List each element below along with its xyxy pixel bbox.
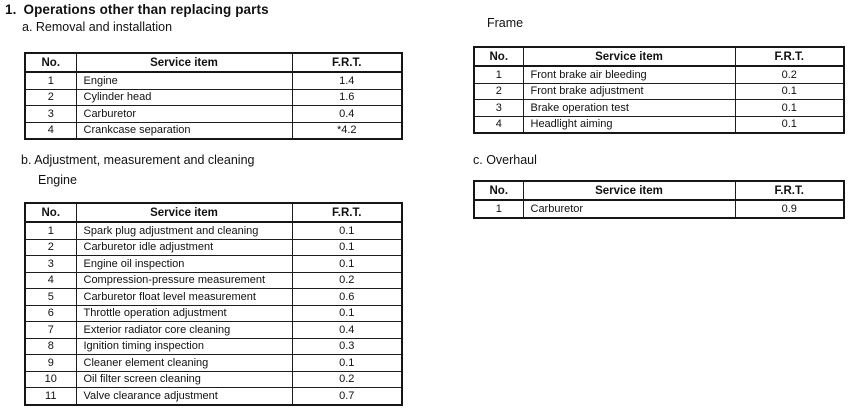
frt-cell: 0.2 [735,66,844,83]
no-cell: 1 [474,66,523,83]
subsection-c-label: c. Overhaul [473,153,537,167]
table-row [25,239,402,256]
table-row [25,89,402,106]
page-title-number: 1. [5,2,17,17]
table-row [25,222,402,239]
table-row [25,289,402,306]
col-header-frt: F.R.T. [735,47,844,66]
table-row [474,100,844,117]
col-header-no: No. [474,47,523,66]
table-row [25,305,402,322]
item-cell: Oil filter screen cleaning [76,371,292,388]
engine-sublabel: Engine [38,173,77,187]
col-header-service-item: Service item [523,181,735,200]
no-cell: 5 [25,289,76,306]
col-header-service-item: Service item [76,53,292,72]
item-cell: Cylinder head [76,89,292,106]
table-row [25,122,402,139]
item-cell: Ignition timing inspection [76,338,292,355]
frt-cell: 1.4 [292,72,402,89]
table-row [25,72,402,89]
table-row [25,322,402,339]
frt-cell: *4.2 [292,122,402,139]
item-cell: Exterior radiator core cleaning [76,322,292,339]
frt-cell: 0.3 [292,338,402,355]
table-row [25,338,402,355]
table-row [474,200,844,218]
overhaul-table [473,180,845,219]
item-cell: Cleaner element cleaning [76,355,292,372]
no-cell: 2 [25,89,76,106]
table-row [25,355,402,372]
no-cell: 1 [474,200,523,218]
frame-table [473,46,845,134]
frt-cell: 0.6 [292,289,402,306]
no-cell: 3 [25,106,76,123]
col-header-frt: F.R.T. [735,181,844,200]
item-cell: Spark plug adjustment and cleaning [76,222,292,239]
subsection-b-label: b. Adjustment, measurement and cleaning [21,153,255,167]
table-header-row [474,47,844,66]
page-title-text: Operations other than replacing parts [23,2,269,17]
item-cell: Carburetor [523,200,735,218]
item-cell: Crankcase separation [76,122,292,139]
item-cell: Front brake air bleeding [523,66,735,83]
no-cell: 4 [25,272,76,289]
col-header-service-item: Service item [523,47,735,66]
no-cell: 2 [474,83,523,100]
no-cell: 10 [25,371,76,388]
frt-cell: 0.7 [292,388,402,405]
frt-cell: 0.1 [735,100,844,117]
frt-cell: 0.1 [735,83,844,100]
item-cell: Brake operation test [523,100,735,117]
item-cell: Headlight aiming [523,116,735,133]
table-row [25,256,402,273]
frt-cell: 0.1 [292,256,402,273]
frt-cell: 1.6 [292,89,402,106]
table-row [25,272,402,289]
frame-label: Frame [487,16,524,30]
no-cell: 6 [25,305,76,322]
table-row [25,388,402,405]
frt-cell: 0.1 [292,355,402,372]
no-cell: 3 [25,256,76,273]
table-row [25,371,402,388]
removal-installation-table [24,52,403,140]
no-cell: 8 [25,338,76,355]
no-cell: 1 [25,222,76,239]
no-cell: 9 [25,355,76,372]
subsection-a-label: a. Removal and installation [22,20,173,34]
frt-cell: 0.1 [292,239,402,256]
col-header-no: No. [25,53,76,72]
item-cell: Front brake adjustment [523,83,735,100]
table-row [474,83,844,100]
col-header-service-item: Service item [76,203,292,222]
frt-cell: 0.2 [292,272,402,289]
frt-cell: 0.1 [292,222,402,239]
no-cell: 2 [25,239,76,256]
no-cell: 11 [25,388,76,405]
col-header-frt: F.R.T. [292,53,402,72]
item-cell: Compression-pressure measurement [76,272,292,289]
table-row [474,116,844,133]
table-row [25,106,402,123]
frt-cell: 0.1 [735,116,844,133]
frt-cell: 0.4 [292,106,402,123]
no-cell: 4 [25,122,76,139]
item-cell: Engine oil inspection [76,256,292,273]
adjustment-measurement-cleaning-table [24,202,403,406]
frt-cell: 0.9 [735,200,844,218]
item-cell: Carburetor [76,106,292,123]
col-header-frt: F.R.T. [292,203,402,222]
table-row [474,66,844,83]
no-cell: 3 [474,100,523,117]
frt-cell: 0.1 [292,305,402,322]
table-header-row [474,181,844,200]
no-cell: 1 [25,72,76,89]
col-header-no: No. [474,181,523,200]
item-cell: Engine [76,72,292,89]
col-header-no: No. [25,203,76,222]
item-cell: Throttle operation adjustment [76,305,292,322]
frt-cell: 0.2 [292,371,402,388]
item-cell: Valve clearance adjustment [76,388,292,405]
table-header-row [25,53,402,72]
no-cell: 4 [474,116,523,133]
item-cell: Carburetor float level measurement [76,289,292,306]
frt-cell: 0.4 [292,322,402,339]
no-cell: 7 [25,322,76,339]
item-cell: Carburetor idle adjustment [76,239,292,256]
page-title [5,2,269,17]
table-header-row [25,203,402,222]
